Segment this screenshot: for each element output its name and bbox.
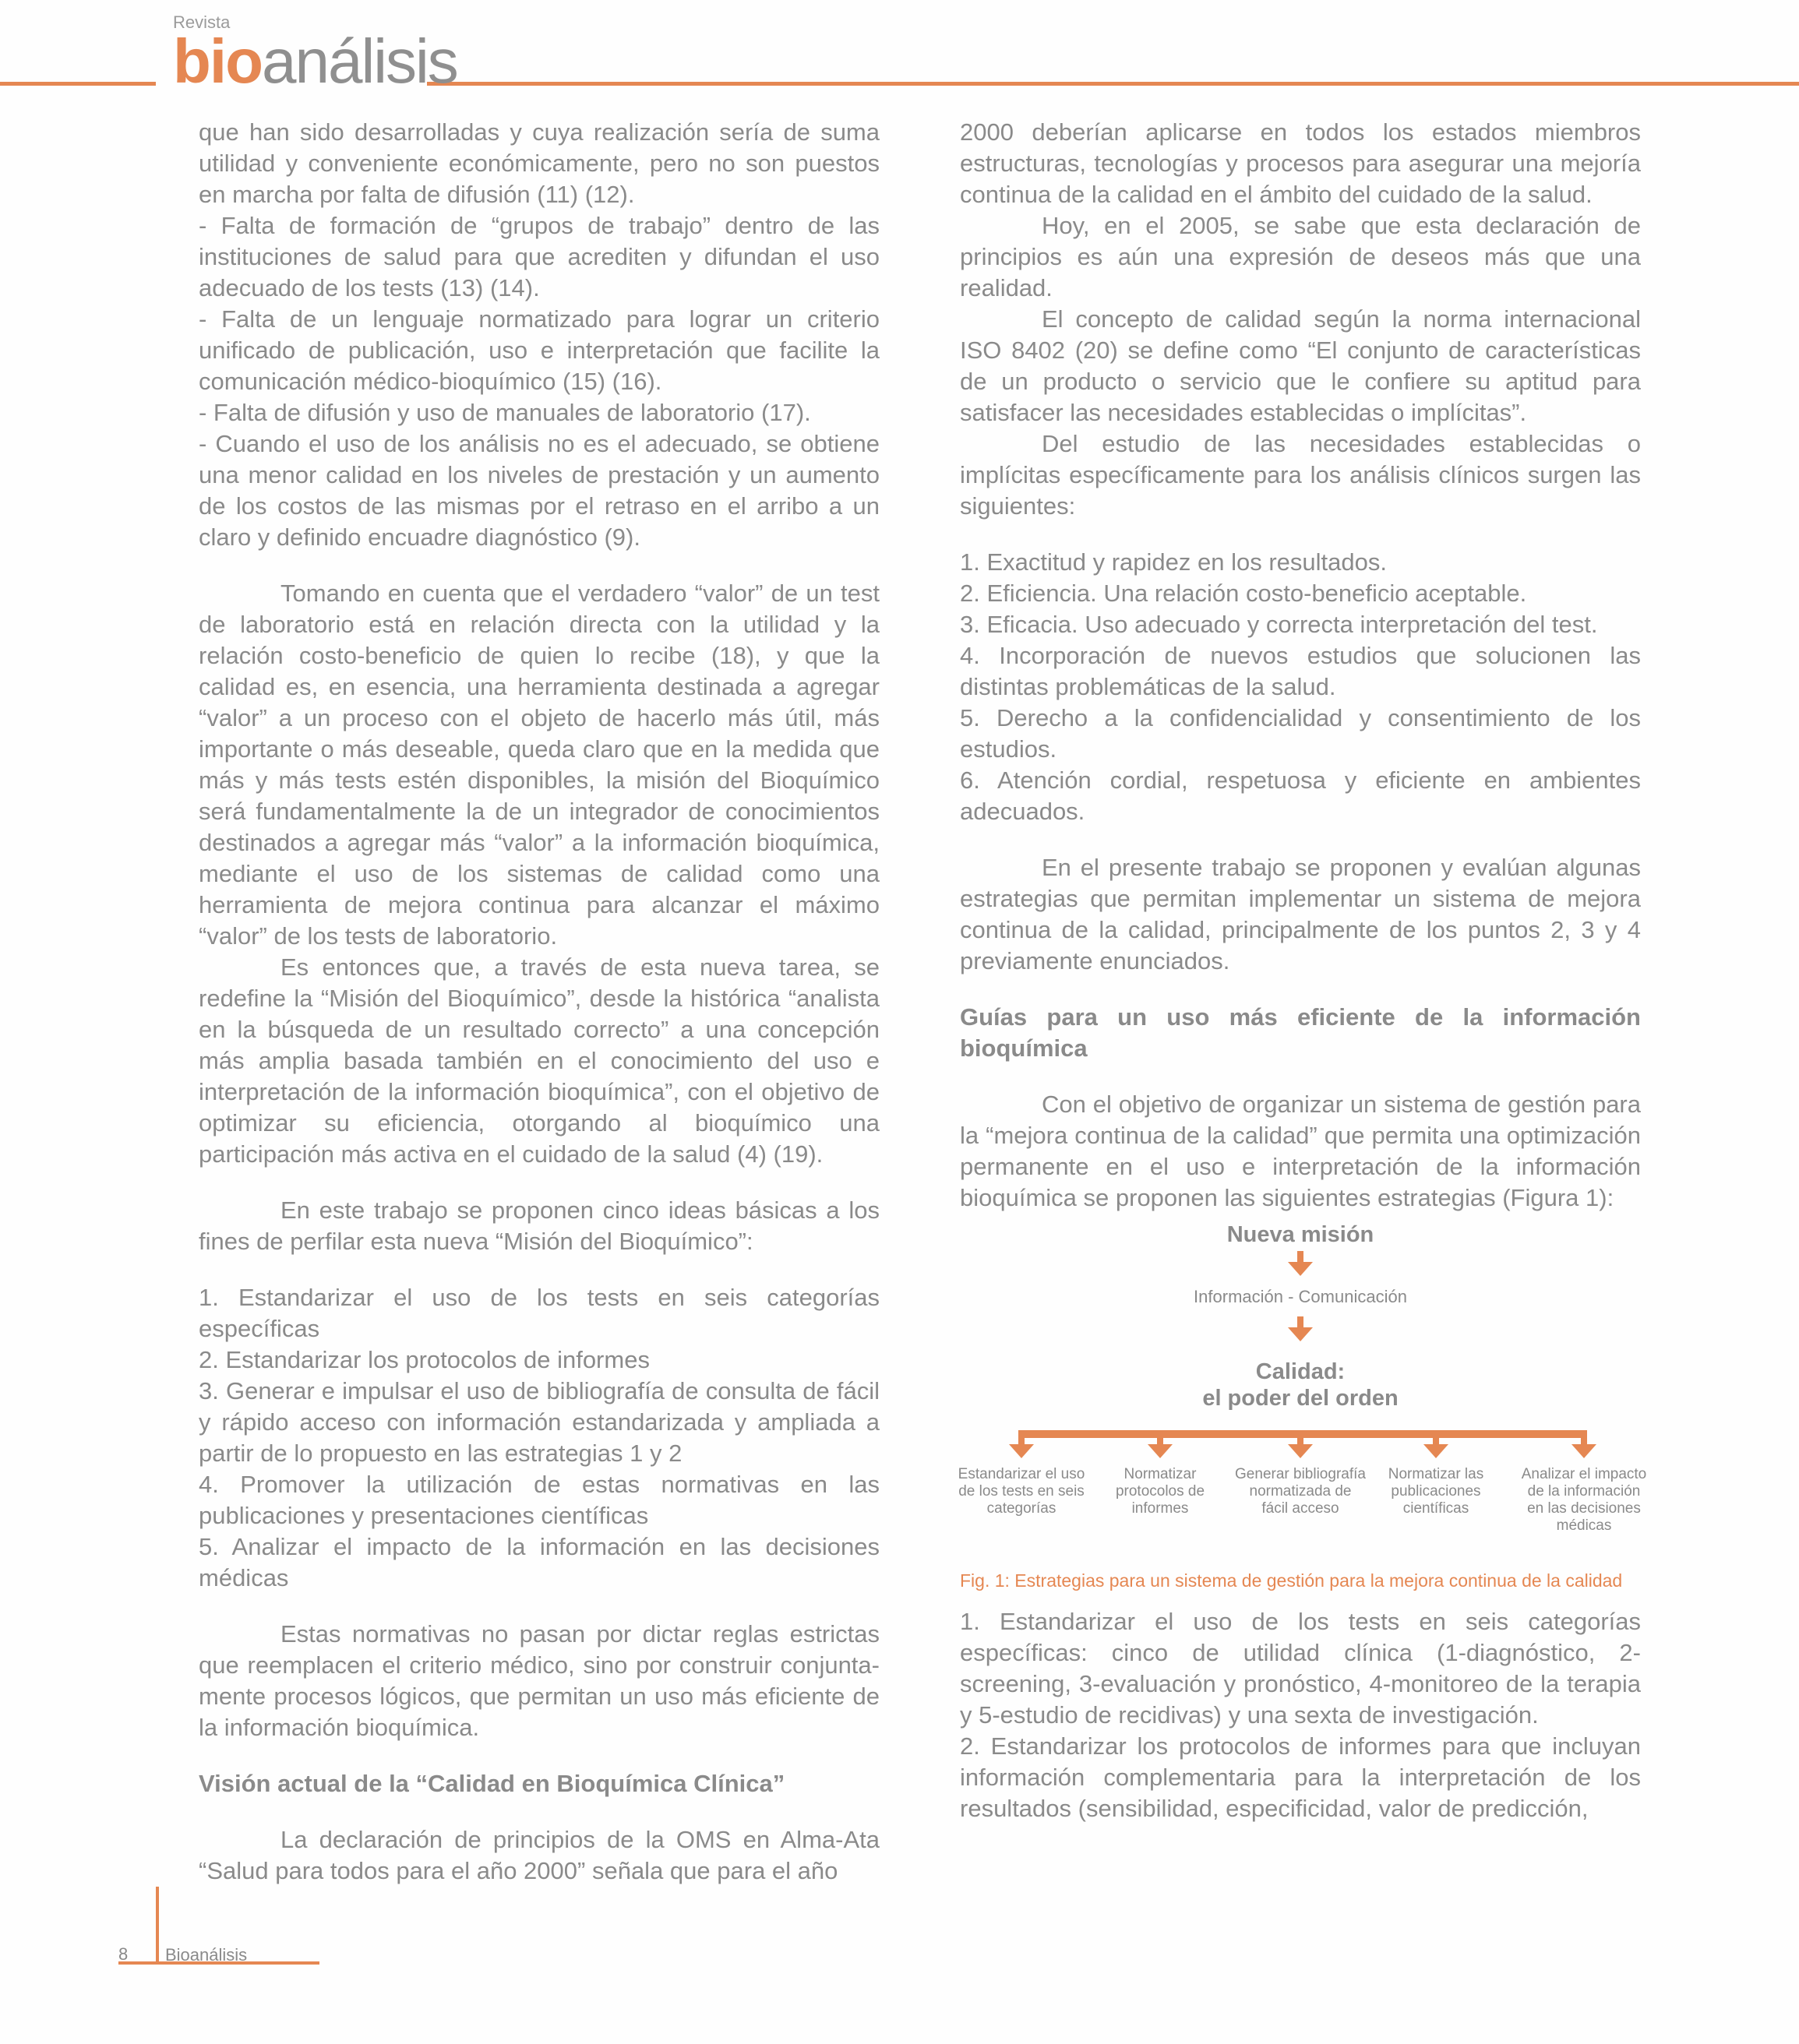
section-heading: Guías para un uso más eficiente de la información bioquímica	[960, 1003, 1641, 1062]
strategy-diagram	[958, 1218, 1647, 1569]
header-rule-right	[427, 82, 1799, 86]
list-item: 2. Estandarizar los protocolos de informes para que incluyan información complementaria para la interpretación de los resultados (sensibilidad, especificidad, valor de predicción,	[960, 1732, 1641, 1822]
magazine-logo	[173, 26, 457, 97]
list-item: 3. Eficacia. Uso adecuado y correcta interpretación del test.	[960, 611, 1598, 638]
header-rule-left	[0, 82, 156, 86]
branch-stem	[1297, 1436, 1303, 1444]
branch-label: Estandarizar el uso de los tests en seis categorías	[958, 1466, 1085, 1517]
connector-stem	[1297, 1316, 1303, 1327]
list-item: 5. Analizar el impacto de la información en las decisiones médicas	[199, 1533, 880, 1591]
footer-vertical-rule	[156, 1887, 159, 1965]
list-item: 6. Atención cordial, respetuosa y eficiente en ambientes adecuados.	[960, 766, 1641, 825]
list-item: 5. Derecho a la confidencialidad y consentimiento de los estudios.	[960, 704, 1641, 763]
paragraph: - Falta de difusión y uso de manuales de laboratorio (17).	[199, 399, 811, 426]
branch-label: Analizar el impacto de la información en las decisiones médicas	[1521, 1466, 1647, 1534]
down-arrow-icon	[1288, 1262, 1313, 1276]
paragraph: Hoy, en el 2005, se sabe que esta declaración de principios es aún una expresión de deseos más que una realidad.	[960, 212, 1641, 301]
page-header	[0, 0, 1799, 101]
branch-label: Normatizar las publicaciones científicas	[1388, 1466, 1484, 1517]
diagram-top-title: Nueva misión	[1226, 1222, 1374, 1247]
diagram-subtitle: Información - Comunicación	[1194, 1287, 1407, 1306]
paragraph: En este trabajo se proponen cinco ideas básicas a los fines de perfilar esta nueva “Misión del Bioquímico”:	[199, 1196, 880, 1255]
down-arrow-icon	[1148, 1444, 1173, 1458]
paragraph: Es entonces que, a través de esta nueva tarea, se redefine la “Misión del Bioquímico”, desde la histórica “analista en la búsqueda de un resultado correcto” a una concepción más amplia basada también en el conocimiento del uso e interpretación de la información bioquímica”, con el objetivo de optimizar su eficiencia, otorgando al bioquímico una participación más activa en el cuidado de la salud (4) (19).	[199, 953, 880, 1168]
section-heading: Visión actual de la “Calidad en Bioquímica Clínica”	[199, 1770, 785, 1797]
branch-stem	[1018, 1436, 1025, 1444]
paragraph: El concepto de calidad según la norma internacional ISO 8402 (20) se define como “El conjunto de características de un producto o servicio que le confiere su aptitud para satisfacer las necesidades establecidas o implícitas”.	[960, 305, 1641, 426]
branch-stem	[1581, 1436, 1587, 1444]
down-arrow-icon	[1423, 1444, 1448, 1458]
list-item: 1. Estandarizar el uso de los tests en seis categorías específicas: cinco de utilidad clínica (1-diagnóstico, 2-screening, 3-evaluación y pronóstico, 4-monitoreo de la terapia y 5-estudio de recidivas) y una sexta de investigación.	[960, 1608, 1641, 1729]
down-arrow-icon	[1571, 1444, 1596, 1458]
page-number: 8	[118, 1944, 129, 1964]
paragraph: que han sido desarrolladas y cuya realización sería de suma utilidad y conveniente económicamente, pero no son puestos en marcha por falta de difusión (11) (12).	[199, 118, 880, 208]
paragraph: - Falta de un lenguaje normatizado para lograr un criterio unificado de publicación, uso e interpretación que facilite la comunicación médico-bioquímico (15) (16).	[199, 305, 880, 395]
logo-part-right: análisis	[261, 26, 457, 96]
paragraph: - Falta de formación de “grupos de trabajo” dentro de las instituciones de salud para que acrediten y difundan el uso adecuado de los tests (13) (14).	[199, 212, 880, 301]
diagram-mid-title-2: el poder del orden	[1202, 1386, 1399, 1411]
list-item: 4. Incorporación de nuevos estudios que solucionen las distintas problemáticas de la salud.	[960, 642, 1641, 700]
list-item: 1. Exactitud y rapidez en los resultados.	[960, 548, 1387, 576]
footer-magazine-name: Bioanálisis	[165, 1945, 248, 1965]
list-item: 2. Eficiencia. Una relación costo-beneficio aceptable.	[960, 580, 1527, 607]
paragraph: Estas normativas no pasan por dictar reglas estrictas que reemplacen el criterio médico, sino por construir conjunta-mente procesos lógicos, que permitan un uso más eficiente de la información bioquímica.	[199, 1620, 880, 1741]
down-arrow-icon	[1288, 1444, 1313, 1458]
paragraph: Con el objetivo de organizar un sistema de gestión para la “mejora continua de la calidad” que permita una optimización permanente en el uso e interpretación de la información bioquímica se proponen las siguientes estrategias (Figura 1):	[960, 1091, 1641, 1211]
branch-label: Normatizar protocolos de informes	[1115, 1466, 1205, 1517]
down-arrow-icon	[1288, 1327, 1313, 1341]
paragraph: La declaración de principios de la OMS en Alma-Ata “Salud para todos para el año 2000” señala que para el año	[199, 1826, 880, 1884]
list-item: 2. Estandarizar los protocolos de informes	[199, 1346, 650, 1373]
branch-stem	[1433, 1436, 1439, 1444]
branch-stem	[1157, 1436, 1163, 1444]
list-item: 3. Generar e impulsar el uso de bibliografía de consulta de fácil y rápido acceso con información estandarizada y ampliada a partir de lo propuesto en las estrategias 1 y 2	[199, 1377, 880, 1467]
logo-part-left: bi	[173, 26, 226, 96]
connector-stem	[1297, 1251, 1303, 1262]
list-item: 1. Estandarizar el uso de los tests en seis categorías específicas	[199, 1284, 880, 1342]
logo-part-mid: o	[225, 26, 262, 96]
paragraph: Del estudio de las necesidades establecidas o implícitas específicamente para los análisis clínicos surgen las siguientes:	[960, 430, 1641, 520]
right-column	[958, 117, 1647, 1824]
paragraph: 2000 deberían aplicarse en todos los estados miembros estructuras, tecnologías y procesos para asegurar una mejoría continua de la calidad en el ámbito del cuidado de la salud.	[960, 118, 1641, 208]
branch-label: Generar bibliografía normatizada de fácil acceso	[1235, 1466, 1366, 1517]
magazine-label: Revista	[173, 12, 231, 32]
paragraph: Tomando en cuenta que el verdadero “valor” de un test de laboratorio está en relación directa con la utilidad y la relación costo-beneficio de quien lo recibe (18), y que la calidad es, en esencia, una herramienta destinada a agregar “valor” a un proceso con el objeto de hacerlo más útil, más importante o más deseable, queda claro que en la medida que más y más tests estén disponibles, la misión del Bioquímico será fundamentalmente la de un integrador de conocimientos destinados a agregar más “valor” a la información bioquímica, mediante el uso de los sistemas de calidad como una herramienta de mejora continua para alcanzar el máximo “valor” de los tests de laboratorio.	[199, 580, 880, 950]
list-item: 4. Promover la utilización de estas normativas en las publicaciones y presentaciones científicas	[199, 1471, 880, 1529]
diagram-mid-title-1: Calidad:	[1255, 1359, 1346, 1384]
figure-caption: Fig. 1: Estrategias para un sistema de gestión para la mejora continua de la calidad	[960, 1570, 1623, 1591]
paragraph: En el presente trabajo se proponen y evalúan algunas estrategias que permitan implementar un sistema de mejora continua de la calidad, principalmente de los puntos 2, 3 y 4 previamente enunciados.	[960, 854, 1641, 974]
paragraph: - Cuando el uso de los análisis no es el adecuado, se obtiene una menor calidad en los niveles de prestación y un aumento de los costos de las mismas por el retraso en el arribo a un claro y definido encuadre diagnóstico (9).	[199, 430, 880, 551]
left-column	[199, 117, 880, 1887]
down-arrow-icon	[1009, 1444, 1034, 1458]
